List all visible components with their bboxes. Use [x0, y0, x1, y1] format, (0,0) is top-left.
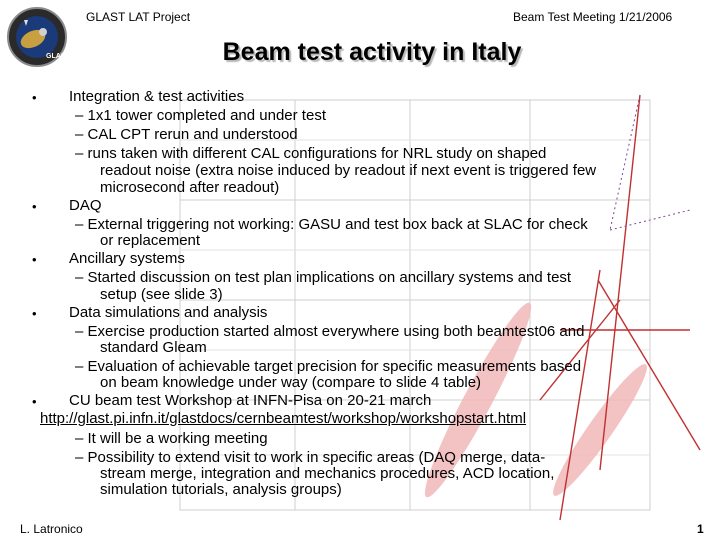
sub-item-continued: on beam knowledge under way (compare to slide 4 table) [100, 374, 482, 391]
workshop-link[interactable]: http://glast.pi.infn.it/glastdocs/cernbeamtest/workshop/workshopstart.html [40, 410, 527, 427]
logo-text: GLAST [46, 53, 68, 60]
section-heading-ancillary: Ancillary systems [69, 250, 185, 267]
sub-item: – CAL CPT rerun and understood [75, 126, 298, 143]
bullet-marker: • [32, 394, 37, 409]
sub-item-continued: stream merge, integration and mechanics procedures, ACD location, [100, 465, 555, 482]
sub-item-continued: microsecond after readout) [100, 179, 280, 196]
sub-item: – Started discussion on test plan implications on ancillary systems and test [75, 269, 572, 286]
footer-author: L. Latronico [20, 522, 83, 536]
sub-item: – Exercise production started almost everywhere using both beamtest06 and [75, 323, 585, 340]
section-heading-integration: Integration & test activities [69, 88, 245, 105]
sub-item: – It will be a working meeting [75, 430, 268, 447]
section-heading-workshop: CU beam test Workshop at INFN-Pisa on 20-21 march [69, 392, 432, 409]
sub-item-continued: standard Gleam [100, 339, 207, 356]
bullet-marker: • [32, 306, 37, 321]
section-heading-daq: DAQ [69, 197, 102, 214]
sub-item: – External triggering not working: GASU and test box back at SLAC for check [75, 216, 588, 233]
slide-title: Beam test activity in Italy [222, 38, 522, 66]
sub-item: – 1x1 tower completed and under test [75, 107, 326, 124]
sub-item-continued: setup (see slide 3) [100, 286, 223, 303]
meeting-date: Beam Test Meeting 1/21/2006 [513, 10, 673, 24]
sub-item: – runs taken with different CAL configurations for NRL study on shaped [75, 145, 547, 162]
bullet-marker: • [32, 199, 37, 214]
sub-item-continued: or replacement [100, 232, 201, 249]
bullet-marker: • [32, 252, 37, 267]
sub-item-continued: simulation tutorials, analysis groups) [100, 481, 342, 498]
sub-item-continued: readout noise (extra noise induced by readout if next event is triggered few [100, 162, 597, 179]
bullet-marker: • [32, 90, 37, 105]
section-heading-simulations: Data simulations and analysis [69, 304, 268, 321]
page-number: 1 [697, 522, 704, 536]
sub-item: – Possibility to extend visit to work in specific areas (DAQ merge, data- [75, 449, 546, 466]
sub-item: – Evaluation of achievable target precision for specific measurements based [75, 358, 582, 375]
project-name: GLAST LAT Project [86, 10, 191, 24]
